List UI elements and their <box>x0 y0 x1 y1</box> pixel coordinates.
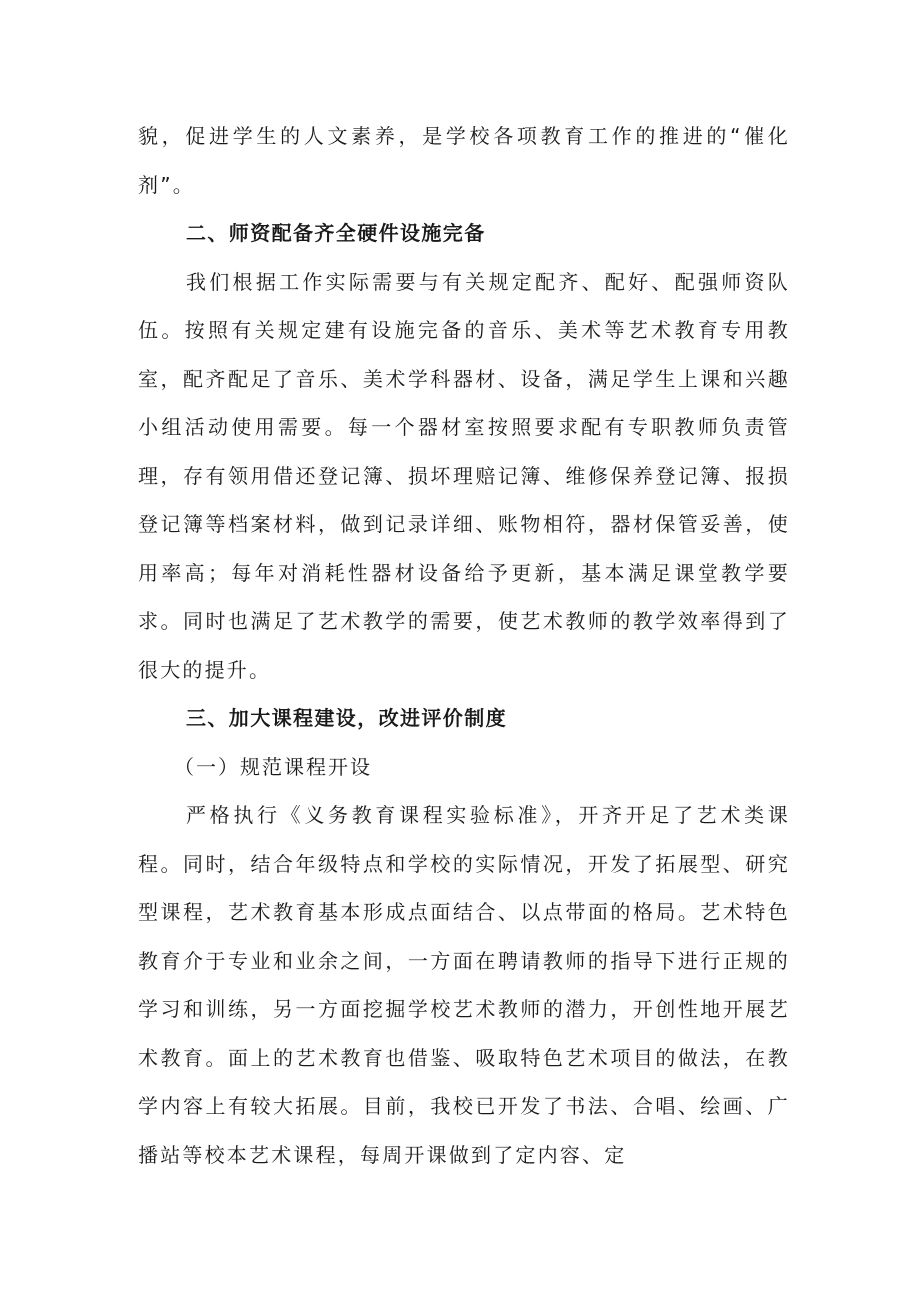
document-body <box>138 112 790 1179</box>
subsection-heading-3-1: （一）规范课程开设 <box>174 754 372 779</box>
paragraph-curriculum: 严格执行《义务教育课程实验标准》，开齐开足了艺术类课程。同时，结合年级特点和学校的实际情况，开发了拓展型、研究型课程，艺术教育基本形成点面结合、以点带面的格局。艺术特色教育介于专业和业余之间，一方面在聘请教师的指导下进行正规的学习和训练，另一方面挖掘学校艺术教师的潜力，开创性地开展艺术教育。面上的艺术教育也借鉴、吸取特色艺术项目的做法，在教学内容上有较大拓展。目前，我校已开发了书法、合唱、绘画、广播站等校本艺术课程，每周开课做到了定内容、定 <box>138 803 790 1167</box>
paragraph-continuation: 貌，促进学生的人文素养，是学校各项教育工作的推进的“催化剂”。 <box>138 124 790 197</box>
paragraph-teacher-facilities: 我们根据工作实际需要与有关规定配齐、配好、配强师资队伍。按照有关规定建有设施完备的音乐、美术等艺术教育专用教室，配齐配足了音乐、美术学科器材、设备，满足学生上课和兴趣小组活动使用需要。每一个器材室按照要求配有专职教师负责管理，存有领用借还登记簿、损坏理赔记簿、维修保养登记簿、报损登记簿等档案材料，做到记录详细、账物相符，器材保管妥善，使用率高；每年对消耗性器材设备给予更新，基本满足课堂教学要求。同时也满足了艺术教学的需要，使艺术教师的教学效率得到了很大的提升。 <box>138 269 790 682</box>
section-heading-3: 三、加大课程建设，改进评价制度 <box>186 706 507 730</box>
section-heading-2: 二、师资配备齐全硬件设施完备 <box>186 221 486 245</box>
